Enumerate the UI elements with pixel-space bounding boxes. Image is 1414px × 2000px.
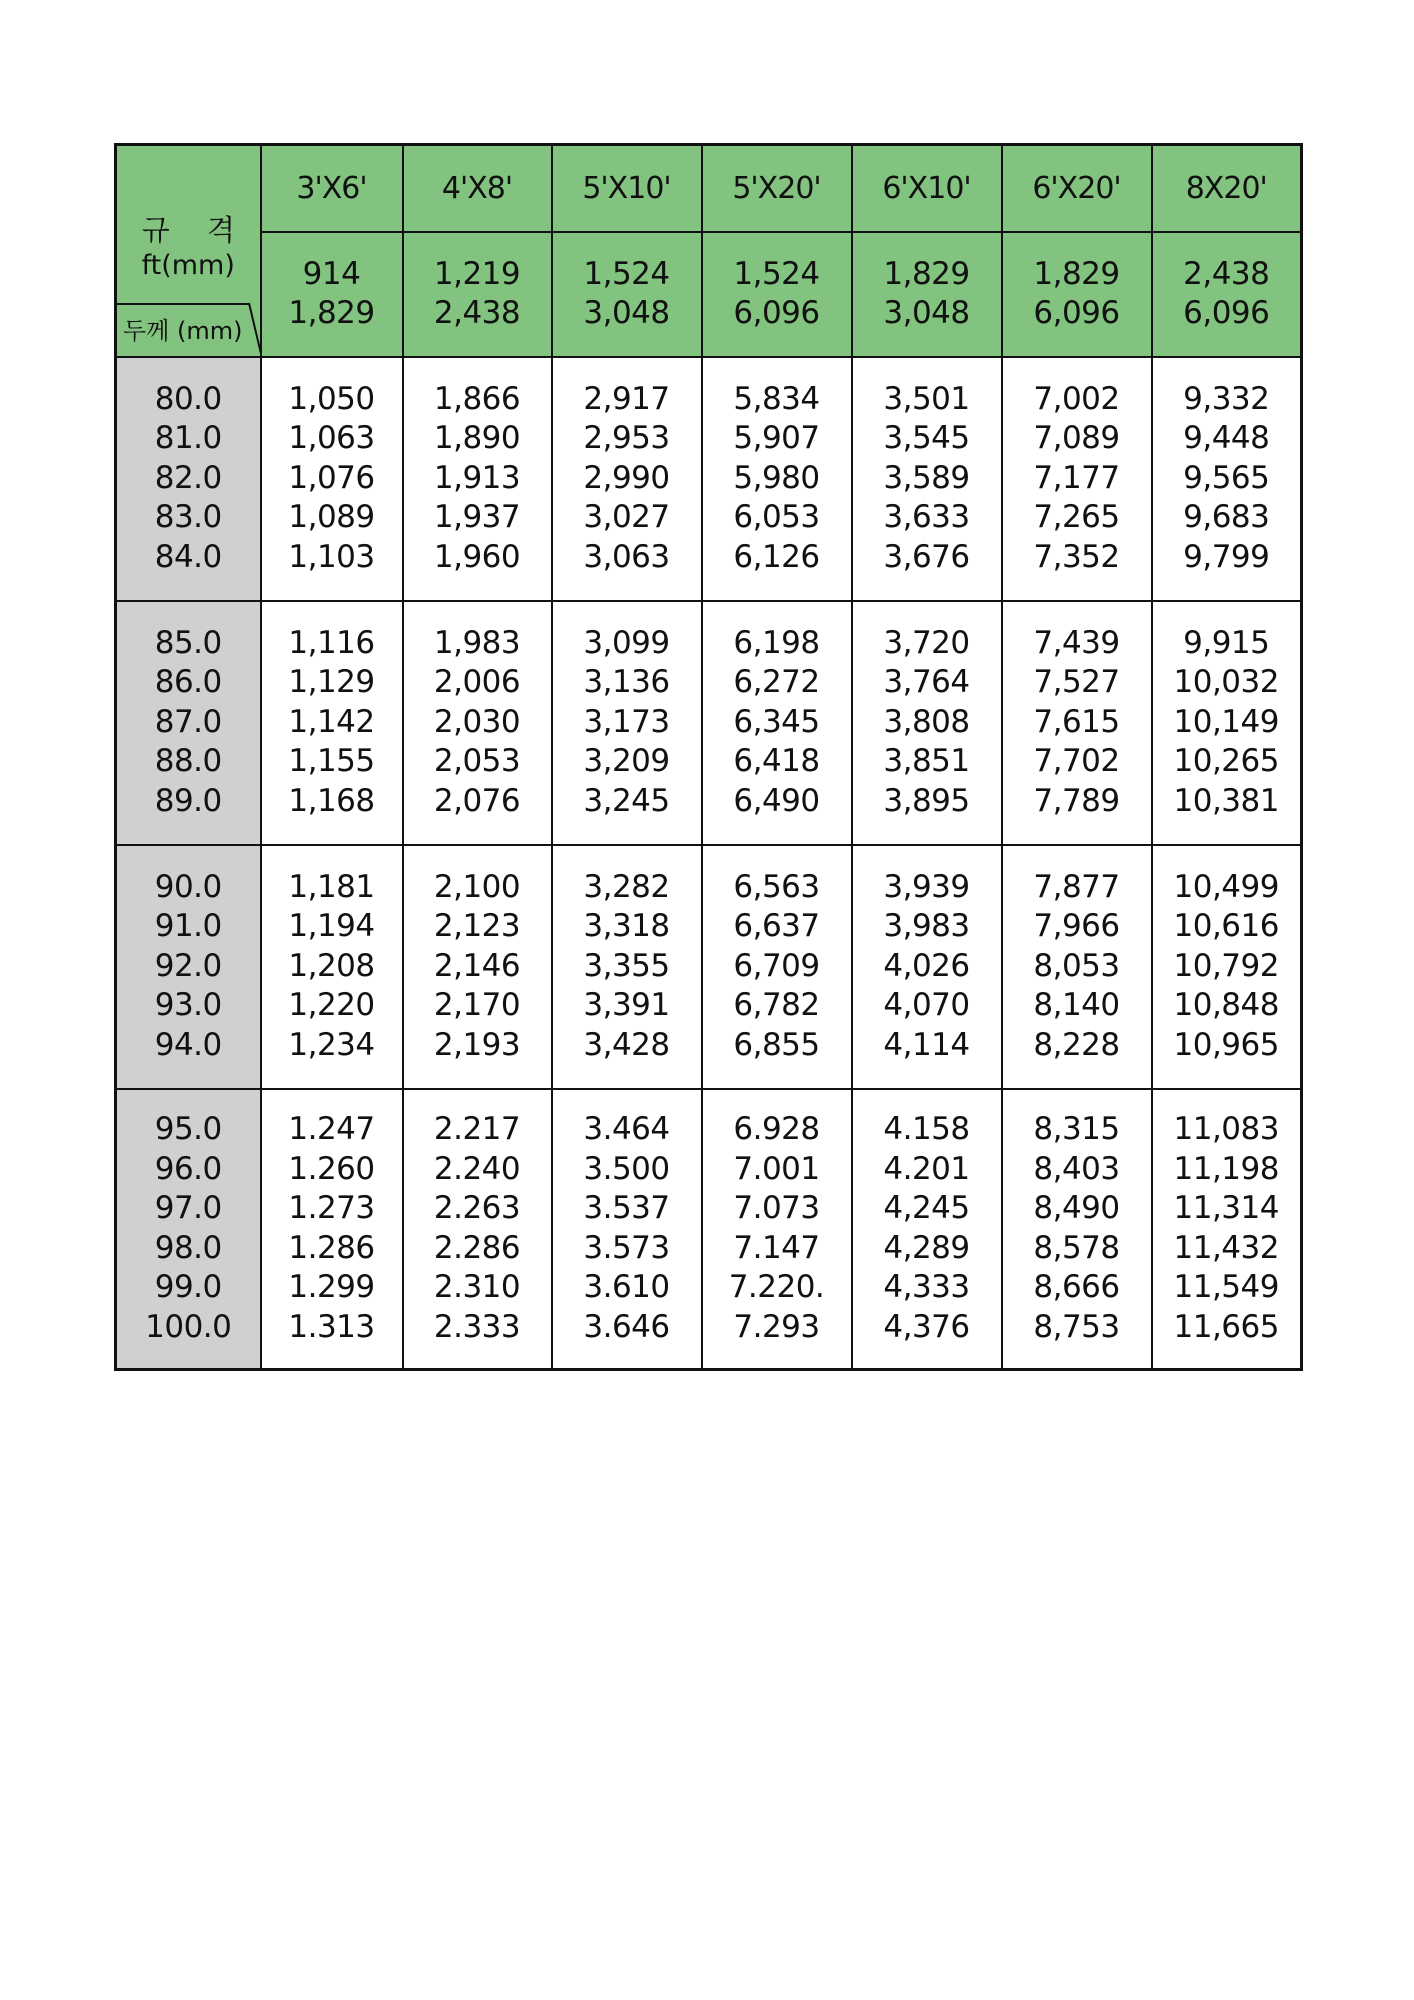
weight-value: 2,100 — [433, 868, 521, 905]
weight-value: 7.001 — [733, 1150, 820, 1187]
weight-value: 8,228 — [1033, 1026, 1120, 1063]
dimension-mm-cell — [403, 232, 552, 357]
weight-value: 3,027 — [583, 499, 670, 536]
dimension-mm-cell — [1002, 232, 1152, 357]
weight-value: 7.220. — [728, 1269, 825, 1306]
weight-value: 10,381 — [1173, 782, 1279, 819]
weight-value: 7,966 — [1033, 908, 1120, 945]
weight-value: 1,890 — [433, 420, 521, 457]
thickness-value: 83.0 — [154, 499, 222, 536]
weight-value: 8,140 — [1033, 987, 1120, 1024]
weight-value: 2,193 — [433, 1026, 521, 1063]
dimension-mm-cell — [702, 232, 852, 357]
weight-value: 6,490 — [733, 782, 820, 819]
weight-value: 8,666 — [1033, 1269, 1120, 1306]
weight-value: 1,866 — [433, 380, 521, 417]
weight-value: 11,083 — [1173, 1111, 1279, 1148]
weight-value: 3,764 — [883, 664, 970, 701]
weight-value: 6,782 — [733, 987, 820, 1024]
thickness-value: 84.0 — [154, 538, 222, 575]
thickness-value: 99.0 — [154, 1269, 222, 1306]
weight-value: 7.147 — [733, 1229, 820, 1266]
weight-cell — [702, 357, 852, 601]
weight-value: 3,589 — [883, 459, 970, 496]
thickness-value: 88.0 — [154, 743, 222, 780]
width-mm: 1,219 — [433, 256, 521, 292]
size-header-cell: 5'X20' — [702, 145, 852, 232]
weight-cell — [852, 357, 1002, 601]
weight-value: 2.310 — [433, 1269, 521, 1306]
thickness-value: 100.0 — [145, 1308, 232, 1345]
weight-value: 1.313 — [288, 1308, 375, 1345]
length-mm: 3,048 — [583, 295, 670, 331]
weight-value: 5,980 — [733, 459, 820, 496]
weight-value: 3,136 — [583, 664, 670, 701]
weight-value: 1,208 — [288, 947, 375, 984]
weight-value: 2,953 — [583, 420, 670, 457]
weight-value: 11,198 — [1173, 1150, 1279, 1187]
weight-value: 3,633 — [883, 499, 970, 536]
weight-value: 1,089 — [288, 499, 375, 536]
weight-cell — [261, 357, 403, 601]
weight-cell — [261, 845, 403, 1089]
weight-value: 2,146 — [433, 947, 521, 984]
weight-value: 1,194 — [288, 908, 375, 945]
weight-table — [114, 143, 1303, 1371]
thickness-value: 86.0 — [154, 664, 222, 701]
weight-value: 7,615 — [1033, 703, 1120, 740]
weight-value: 1.273 — [288, 1190, 375, 1227]
thickness-group-row — [116, 357, 1302, 601]
spec-label: 규 격 — [141, 213, 249, 247]
weight-value: 10,265 — [1173, 743, 1279, 780]
weight-cell — [1002, 357, 1152, 601]
size-header-cell: 5'X10' — [552, 145, 702, 232]
weight-value: 6,126 — [733, 538, 820, 575]
weight-value: 6,272 — [733, 664, 820, 701]
weight-value: 2,170 — [433, 987, 521, 1024]
weight-value: 7.073 — [733, 1190, 820, 1227]
weight-value: 6,855 — [733, 1026, 820, 1063]
weight-value: 3,355 — [583, 947, 670, 984]
weight-value: 7,789 — [1033, 782, 1120, 819]
weight-value: 2,917 — [583, 380, 670, 417]
width-mm: 1,829 — [1033, 256, 1120, 292]
thickness-cell — [116, 845, 261, 1089]
weight-value: 3,318 — [583, 908, 670, 945]
weight-value: 1.286 — [288, 1229, 375, 1266]
weight-value: 10,792 — [1173, 947, 1279, 984]
weight-value: 9,683 — [1183, 499, 1270, 536]
weight-value: 3,391 — [583, 987, 670, 1024]
size-header-cell: 4'X8' — [403, 145, 552, 232]
weight-cell — [852, 845, 1002, 1089]
length-mm: 6,096 — [733, 295, 820, 331]
weight-value: 7,089 — [1033, 420, 1120, 457]
weight-value: 3,545 — [883, 420, 970, 457]
weight-value: 3,808 — [883, 703, 970, 740]
weight-cell — [403, 357, 552, 601]
corner-header-cell — [116, 145, 261, 357]
weight-value: 8,578 — [1033, 1229, 1120, 1266]
weight-value: 7,265 — [1033, 499, 1120, 536]
weight-value: 3,063 — [583, 538, 670, 575]
weight-cell — [403, 1089, 552, 1370]
weight-value: 4.201 — [883, 1150, 970, 1187]
weight-value: 3.646 — [583, 1308, 670, 1345]
weight-value: 2.217 — [433, 1111, 521, 1148]
weight-value: 10,149 — [1173, 703, 1279, 740]
length-mm: 3,048 — [883, 295, 970, 331]
weight-value: 4,289 — [883, 1229, 970, 1266]
weight-cell — [852, 601, 1002, 845]
thickness-value: 80.0 — [154, 380, 222, 417]
weight-value: 1,155 — [288, 743, 375, 780]
weight-value: 7,352 — [1033, 538, 1120, 575]
weight-value: 7,177 — [1033, 459, 1120, 496]
weight-value: 1,076 — [288, 459, 375, 496]
weight-value: 9,799 — [1183, 538, 1270, 575]
width-mm: 1,524 — [583, 256, 670, 292]
weight-value: 3,428 — [583, 1026, 670, 1063]
weight-cell — [852, 1089, 1002, 1370]
weight-value: 6,637 — [733, 908, 820, 945]
weight-value: 2.263 — [433, 1190, 521, 1227]
weight-value: 7,439 — [1033, 624, 1120, 661]
thickness-value: 85.0 — [154, 624, 222, 661]
weight-cell — [702, 601, 852, 845]
corner-divider — [117, 303, 249, 305]
weight-value: 8,490 — [1033, 1190, 1120, 1227]
weight-cell — [1152, 601, 1302, 845]
thickness-value: 90.0 — [154, 868, 222, 905]
weight-value: 9,332 — [1183, 380, 1270, 417]
weight-value: 10,499 — [1173, 868, 1279, 905]
weight-cell — [702, 1089, 852, 1370]
dimension-mm-cell — [552, 232, 702, 357]
thickness-cell — [116, 601, 261, 845]
weight-value: 2,076 — [433, 782, 521, 819]
weight-value: 2.240 — [433, 1150, 521, 1187]
thickness-value: 81.0 — [154, 420, 222, 457]
length-mm: 1,829 — [288, 295, 375, 331]
weight-value: 2.333 — [433, 1308, 521, 1345]
weight-value: 1.260 — [288, 1150, 375, 1187]
thickness-value: 98.0 — [154, 1229, 222, 1266]
weight-value: 6,053 — [733, 499, 820, 536]
weight-value: 5,834 — [733, 380, 820, 417]
weight-value: 6.928 — [733, 1111, 820, 1148]
weight-value: 4.158 — [883, 1111, 970, 1148]
length-mm: 2,438 — [433, 295, 521, 331]
weight-cell — [403, 845, 552, 1089]
weight-value: 5,907 — [733, 420, 820, 457]
weight-value: 3,895 — [883, 782, 970, 819]
weight-value: 3,173 — [583, 703, 670, 740]
weight-value: 2,990 — [583, 459, 670, 496]
unit-label: ft(mm) — [141, 250, 235, 281]
weight-value: 3.573 — [583, 1229, 670, 1266]
weight-value: 4,376 — [883, 1308, 970, 1345]
weight-value: 4,114 — [883, 1026, 970, 1063]
weight-value: 7,877 — [1033, 868, 1120, 905]
thickness-value: 95.0 — [154, 1111, 222, 1148]
dimension-mm-cell — [852, 232, 1002, 357]
weight-value: 3,282 — [583, 868, 670, 905]
thickness-value: 82.0 — [154, 459, 222, 496]
weight-value: 3,099 — [583, 624, 670, 661]
thickness-value: 87.0 — [154, 703, 222, 740]
weight-value: 4,245 — [883, 1190, 970, 1227]
length-mm: 6,096 — [1183, 295, 1270, 331]
dimension-mm-cell — [261, 232, 403, 357]
length-mm: 6,096 — [1033, 295, 1120, 331]
weight-value: 1,220 — [288, 987, 375, 1024]
weight-cell — [261, 601, 403, 845]
width-mm: 1,524 — [733, 256, 820, 292]
weight-value: 7.293 — [733, 1308, 820, 1345]
weight-value: 9,448 — [1183, 420, 1270, 457]
thickness-cell — [116, 1089, 261, 1370]
weight-value: 1,050 — [288, 380, 375, 417]
size-header-cell: 8X20' — [1152, 145, 1302, 232]
weight-value: 3,939 — [883, 868, 970, 905]
weight-cell — [552, 845, 702, 1089]
weight-cell — [552, 601, 702, 845]
weight-value: 9,565 — [1183, 459, 1270, 496]
weight-value: 3,983 — [883, 908, 970, 945]
weight-value: 2,053 — [433, 743, 521, 780]
weight-value: 2,123 — [433, 908, 521, 945]
weight-value: 1,168 — [288, 782, 375, 819]
weight-value: 8,403 — [1033, 1150, 1120, 1187]
weight-value: 11,665 — [1173, 1308, 1279, 1345]
weight-value: 6,418 — [733, 743, 820, 780]
weight-cell — [1152, 845, 1302, 1089]
thickness-value: 92.0 — [154, 947, 222, 984]
weight-value: 3,851 — [883, 743, 970, 780]
weight-value: 10,965 — [1173, 1026, 1279, 1063]
weight-cell — [1152, 1089, 1302, 1370]
weight-value: 6,709 — [733, 947, 820, 984]
weight-value: 4,070 — [883, 987, 970, 1024]
thickness-value: 93.0 — [154, 987, 222, 1024]
weight-value: 10,032 — [1173, 664, 1279, 701]
weight-value: 7,702 — [1033, 743, 1120, 780]
weight-value: 1,116 — [288, 624, 375, 661]
weight-value: 1,913 — [433, 459, 521, 496]
size-header-cell: 6'X20' — [1002, 145, 1152, 232]
weight-cell — [702, 845, 852, 1089]
weight-value: 8,315 — [1033, 1111, 1120, 1148]
weight-value: 1.247 — [288, 1111, 375, 1148]
thickness-value: 91.0 — [154, 908, 222, 945]
weight-value: 11,314 — [1173, 1190, 1279, 1227]
weight-value: 3.537 — [583, 1190, 670, 1227]
weight-cell — [1002, 845, 1152, 1089]
weight-cell — [552, 1089, 702, 1370]
weight-value: 1,937 — [433, 499, 521, 536]
thickness-value: 96.0 — [154, 1150, 222, 1187]
weight-value: 4,026 — [883, 947, 970, 984]
thickness-group-row — [116, 601, 1302, 845]
weight-value: 6,345 — [733, 703, 820, 740]
weight-value: 2,006 — [433, 664, 521, 701]
weight-value: 1,960 — [433, 538, 521, 575]
weight-value: 1,063 — [288, 420, 375, 457]
weight-cell — [1152, 357, 1302, 601]
weight-value: 3.464 — [583, 1111, 670, 1148]
weight-cell — [403, 601, 552, 845]
weight-value: 4,333 — [883, 1269, 970, 1306]
weight-value: 2.286 — [433, 1229, 521, 1266]
weight-cell — [1002, 601, 1152, 845]
weight-value: 2,030 — [433, 703, 521, 740]
weight-value: 3.610 — [583, 1269, 670, 1306]
thickness-cell — [116, 357, 261, 601]
weight-value: 3.500 — [583, 1150, 670, 1187]
weight-value: 11,549 — [1173, 1269, 1279, 1306]
width-mm: 2,438 — [1183, 256, 1270, 292]
weight-value: 1,129 — [288, 664, 375, 701]
thickness-value: 94.0 — [154, 1026, 222, 1063]
width-mm: 914 — [302, 256, 361, 292]
weight-cell — [1002, 1089, 1152, 1370]
weight-value: 1,234 — [288, 1026, 375, 1063]
size-header-cell: 3'X6' — [261, 145, 403, 232]
weight-value: 11,432 — [1173, 1229, 1279, 1266]
thickness-value: 97.0 — [154, 1190, 222, 1227]
weight-value: 1,103 — [288, 538, 375, 575]
weight-value: 3,245 — [583, 782, 670, 819]
weight-value: 1,142 — [288, 703, 375, 740]
weight-value: 10,616 — [1173, 908, 1279, 945]
weight-value: 1.299 — [288, 1269, 375, 1306]
thickness-value: 89.0 — [154, 782, 222, 819]
weight-cell — [552, 357, 702, 601]
weight-value: 7,527 — [1033, 664, 1120, 701]
weight-value: 3,720 — [883, 624, 970, 661]
weight-value: 3,676 — [883, 538, 970, 575]
size-header-cell: 6'X10' — [852, 145, 1002, 232]
thickness-group-row — [116, 845, 1302, 1089]
weight-value: 3,501 — [883, 380, 970, 417]
weight-value: 8,753 — [1033, 1308, 1120, 1345]
weight-value: 3,209 — [583, 743, 670, 780]
weight-value: 8,053 — [1033, 947, 1120, 984]
dimension-mm-cell — [1152, 232, 1302, 357]
thickness-label: 두께 (mm) — [123, 316, 243, 345]
weight-value: 6,563 — [733, 868, 820, 905]
weight-value: 10,848 — [1173, 987, 1279, 1024]
weight-value: 9,915 — [1183, 624, 1270, 661]
weight-cell — [261, 1089, 403, 1370]
thickness-group-row — [116, 1089, 1302, 1370]
weight-value: 1,181 — [288, 868, 375, 905]
width-mm: 1,829 — [883, 256, 970, 292]
weight-value: 6,198 — [733, 624, 820, 661]
weight-value: 7,002 — [1033, 380, 1120, 417]
weight-value: 1,983 — [433, 624, 521, 661]
